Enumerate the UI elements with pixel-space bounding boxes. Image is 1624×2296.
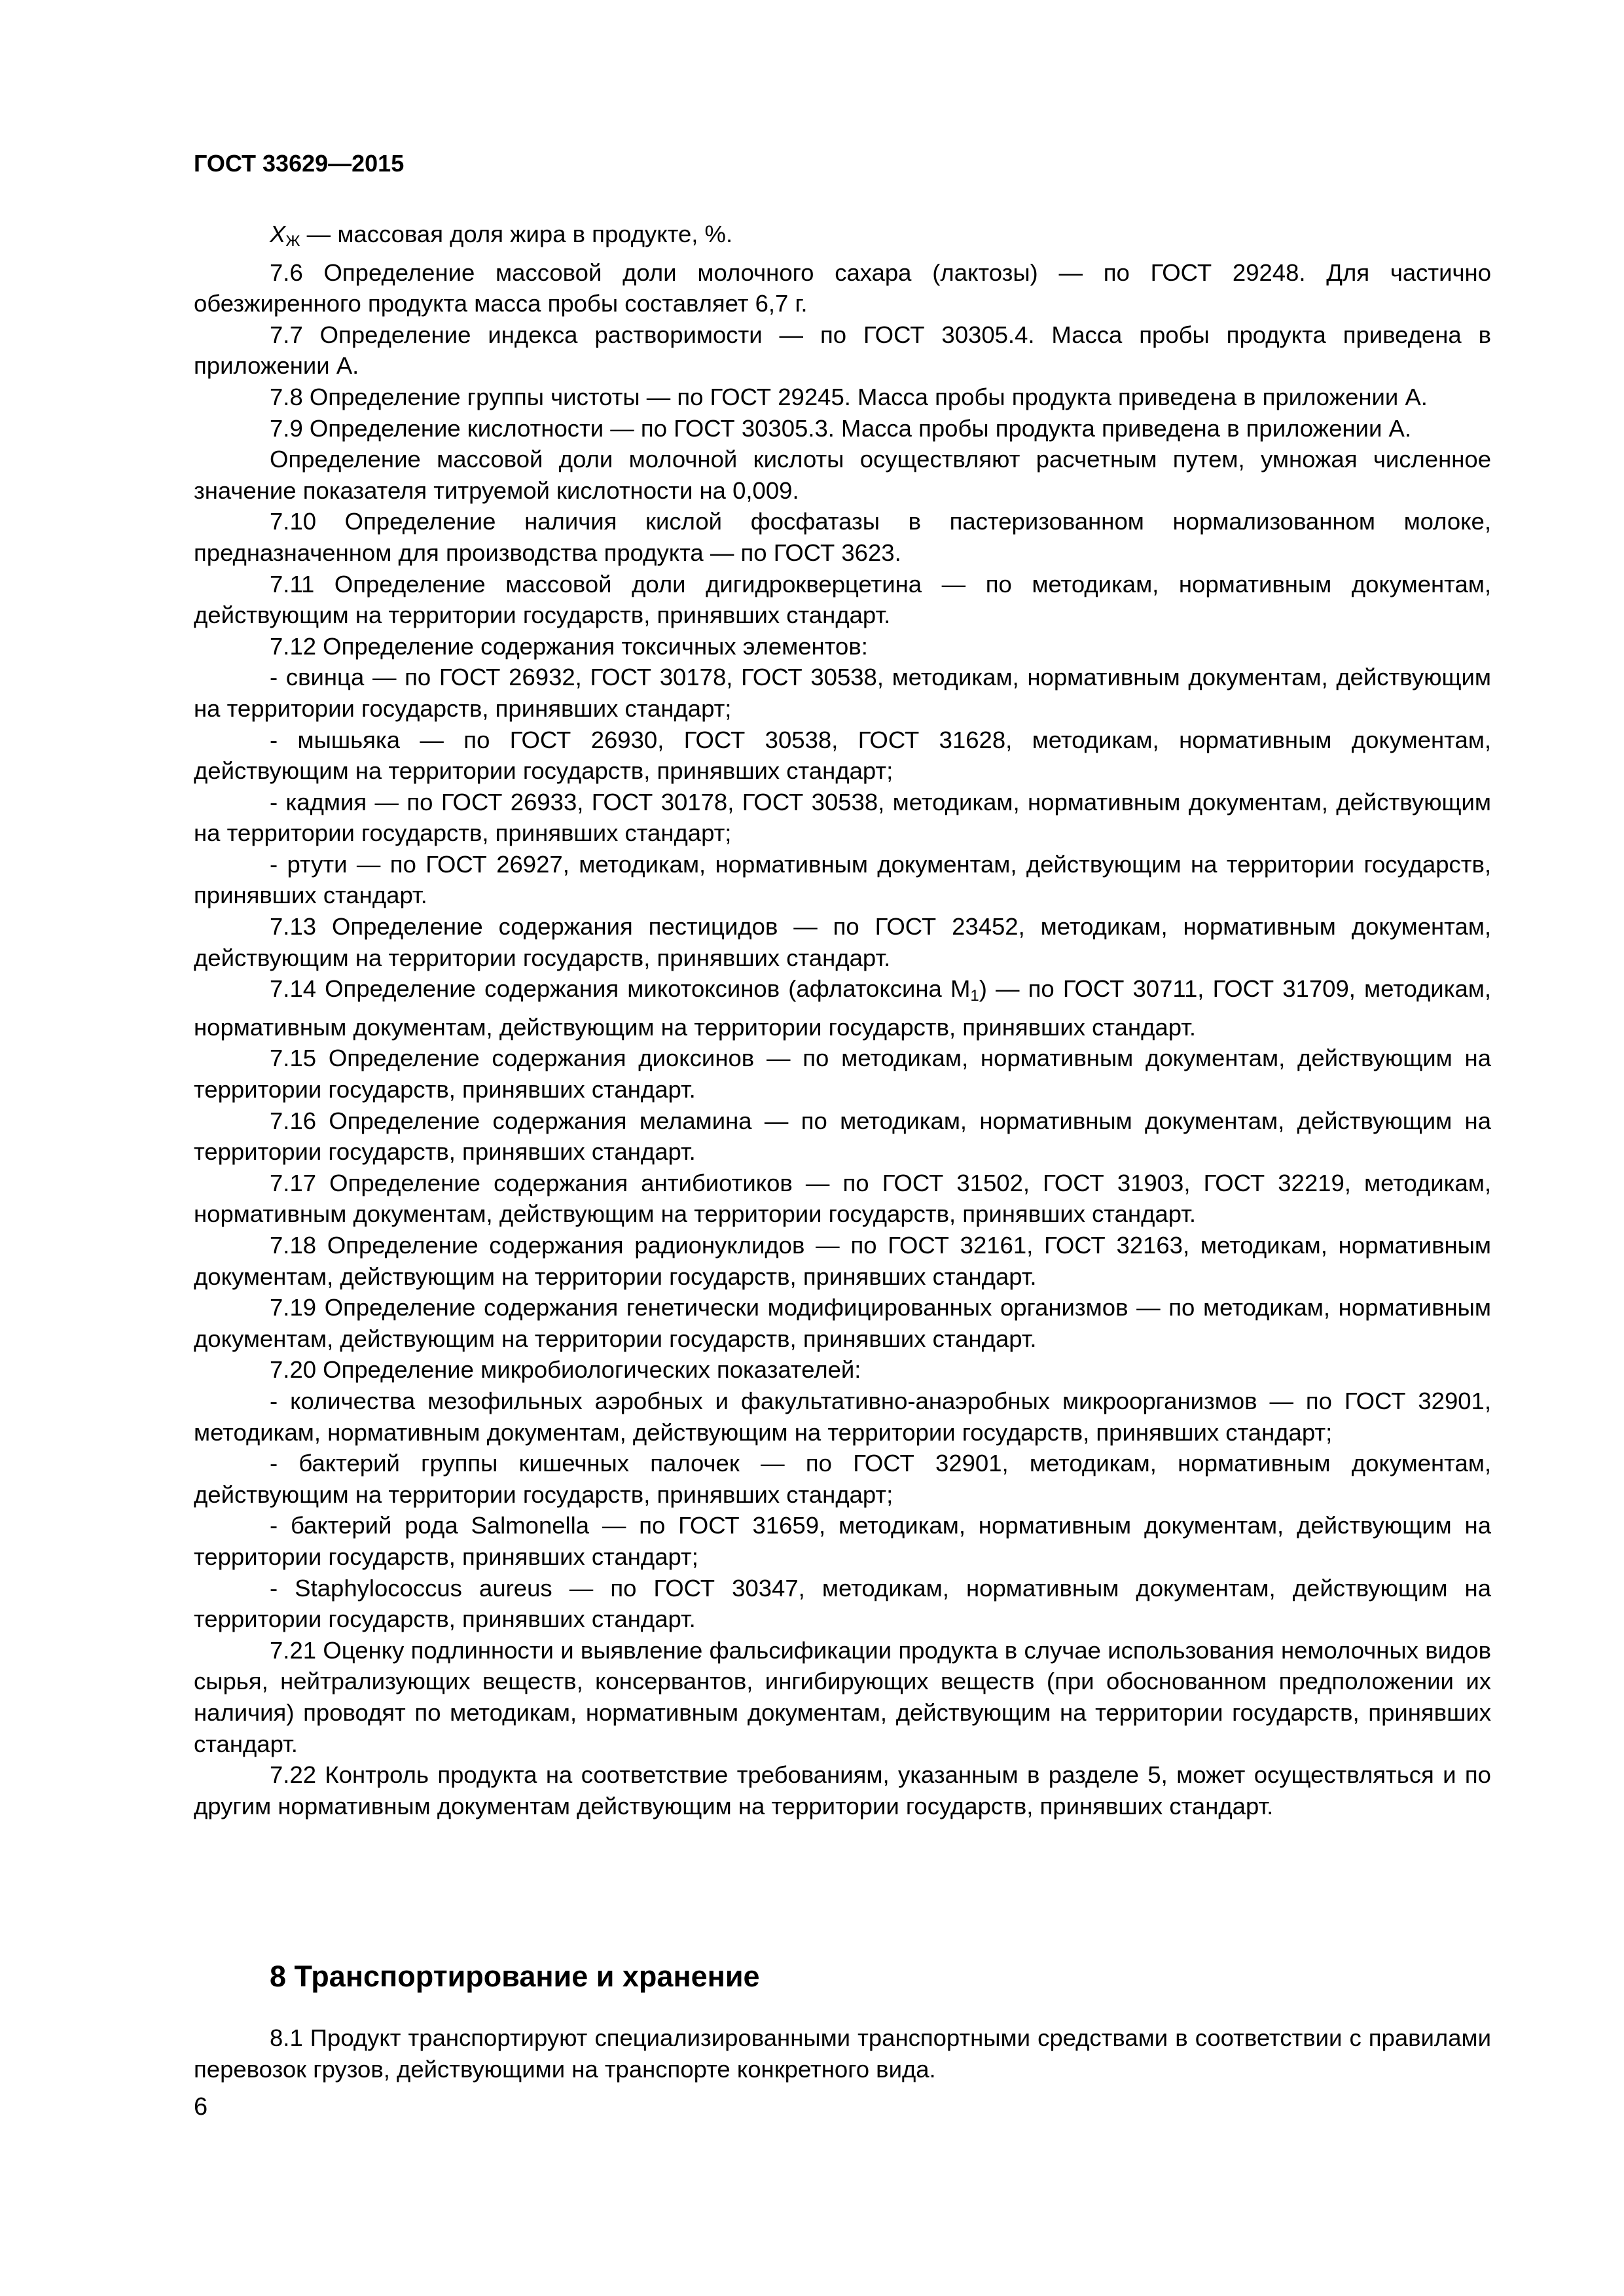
section-8-body xyxy=(194,2022,1491,2085)
formula-subscript: Ж xyxy=(285,232,300,250)
list-item-coliform: - бактерий группы кишечных палочек — по ГОСТ 32901, методикам, нормативным документам, действующим на территории государств, принявших стандарт; xyxy=(194,1450,1491,1508)
paragraph-7-6: 7.6 Определение массовой доли молочного сахара (лактозы) — по ГОСТ 29248. Для частично обезжиренного продукта масса пробы составляет 6,7 г. xyxy=(194,259,1491,317)
paragraph-7-9: 7.9 Определение кислотности — по ГОСТ 30305.3. Масса пробы продукта приведена в приложении А. xyxy=(270,414,1411,442)
list-item-mercury: - ртути — по ГОСТ 26927, методикам, нормативным документам, действующим на территории государств, принявших стандарт. xyxy=(194,850,1491,909)
document-code-header: ГОСТ 33629—2015 xyxy=(194,150,405,177)
list-item-staphylococcus: - Staphylococcus aureus — по ГОСТ 30347, методикам, нормативным документам, действующим на территории государств, принявших стандарт. xyxy=(194,1574,1491,1633)
paragraph-7-21: 7.21 Оценку подлинности и выявление фальсификации продукта в случае использования немолочных видов сырья, нейтрализующих веществ, консервантов, ингибирующих веществ (при обоснованном предположении их наличия) проводят по методикам, нормативным документам, действующим на территории государств, принявших стандарт. xyxy=(194,1636,1491,1757)
paragraph-7-14 xyxy=(194,973,1491,1043)
paragraph-7-13: 7.13 Определение содержания пестицидов — по ГОСТ 23452, методикам, нормативным документам, действующим на территории государств, принявших стандарт. xyxy=(194,913,1491,971)
paragraph-7-20: 7.20 Определение микробиологических показателей: xyxy=(270,1356,861,1384)
paragraph-7-10: 7.10 Определение наличия кислой фосфатазы в пастеризованном нормализованном молоке, предназначенном для производства продукта — по ГОСТ 3623. xyxy=(194,508,1491,566)
paragraph-lactic-acid: Определение массовой доли молочной кислоты осуществляют расчетным путем, умножая численное значение показателя титруемой кислотности на 0,009. xyxy=(194,446,1491,504)
list-item-mesophilic: - количества мезофильных аэробных и факультативно-анаэробных микроорганизмов — по ГОСТ 32901, методикам, нормативным документам, действующим на территории государств, принявших стандарт; xyxy=(194,1387,1491,1446)
list-item-lead: - свинца — по ГОСТ 26932, ГОСТ 30178, ГОСТ 30538, методикам, нормативным документам, действующим на территории государств, принявших стандарт; xyxy=(194,664,1491,722)
formula-symbol: X xyxy=(270,221,286,247)
page-number: 6 xyxy=(194,2093,208,2121)
paragraph-8-1: 8.1 Продукт транспортируют специализированными транспортными средствами в соответствии с правилами перевозок грузов, действующими на транспорте конкретного вида. xyxy=(194,2024,1491,2083)
paragraph-7-14-end: ) — по ГОСТ 30711, ГОСТ 31709, методикам, нормативным документам, действующим на территории государств, принявших стандарт. xyxy=(194,975,1491,1041)
paragraph-7-18: 7.18 Определение содержания радионуклидов — по ГОСТ 32161, ГОСТ 32163, методикам, нормативным документам, действующим на территории государств, принявших стандарт. xyxy=(194,1232,1491,1290)
list-item-cadmium: - кадмия — по ГОСТ 26933, ГОСТ 30178, ГОСТ 30538, методикам, нормативным документам, действующим на территории государств, принявших стандарт; xyxy=(194,788,1491,847)
paragraph-7-19: 7.19 Определение содержания генетически модифицированных организмов — по методикам, нормативным документам, действующим на территории государств, принявших стандарт. xyxy=(194,1294,1491,1352)
paragraph-7-22: 7.22 Контроль продукта на соответствие требованиям, указанным в разделе 5, может осуществляться и по другим нормативным документам действующим на территории государств, принявших стандарт. xyxy=(194,1761,1491,1820)
paragraph-7-14-subscript: 1 xyxy=(970,987,979,1005)
formula-definition xyxy=(194,219,1491,257)
paragraph-7-7: 7.7 Определение индекса растворимости — по ГОСТ 30305.4. Масса пробы продукта приведена в приложении А. xyxy=(194,321,1491,380)
section-8-heading: 8 Транспортирование и хранение xyxy=(270,1960,760,1993)
formula-definition-text: — массовая доля жира в продукте, %. xyxy=(300,221,733,247)
list-item-salmonella: - бактерий рода Salmonella — по ГОСТ 31659, методикам, нормативным документам, действующим на территории государств, принявших стандарт; xyxy=(194,1512,1491,1570)
paragraph-7-12: 7.12 Определение содержания токсичных элементов: xyxy=(270,632,868,660)
paragraph-7-11: 7.11 Определение массовой доли дигидрокверцетина — по методикам, нормативным документам, действующим на территории государств, принявших стандарт. xyxy=(194,570,1491,629)
paragraph-7-8: 7.8 Определение группы чистоты — по ГОСТ 29245. Масса пробы продукта приведена в приложении А. xyxy=(270,383,1428,410)
paragraph-7-15: 7.15 Определение содержания диоксинов — по методикам, нормативным документам, действующим на территории государств, принявших стандарт. xyxy=(194,1045,1491,1103)
paragraph-7-14-start: 7.14 Определение содержания микотоксинов (афлатоксина M xyxy=(270,975,971,1003)
paragraph-7-16: 7.16 Определение содержания меламина — по методикам, нормативным документам, действующим на территории государств, принявших стандарт. xyxy=(194,1107,1491,1166)
document-body xyxy=(194,219,1491,1821)
paragraph-7-17: 7.17 Определение содержания антибиотиков — по ГОСТ 31502, ГОСТ 31903, ГОСТ 32219, методикам, нормативным документам, действующим на территории государств, принявших стандарт. xyxy=(194,1169,1491,1228)
list-item-arsenic: - мышьяка — по ГОСТ 26930, ГОСТ 30538, ГОСТ 31628, методикам, нормативным документам, действующим на территории государств, принявших стандарт; xyxy=(194,726,1491,785)
